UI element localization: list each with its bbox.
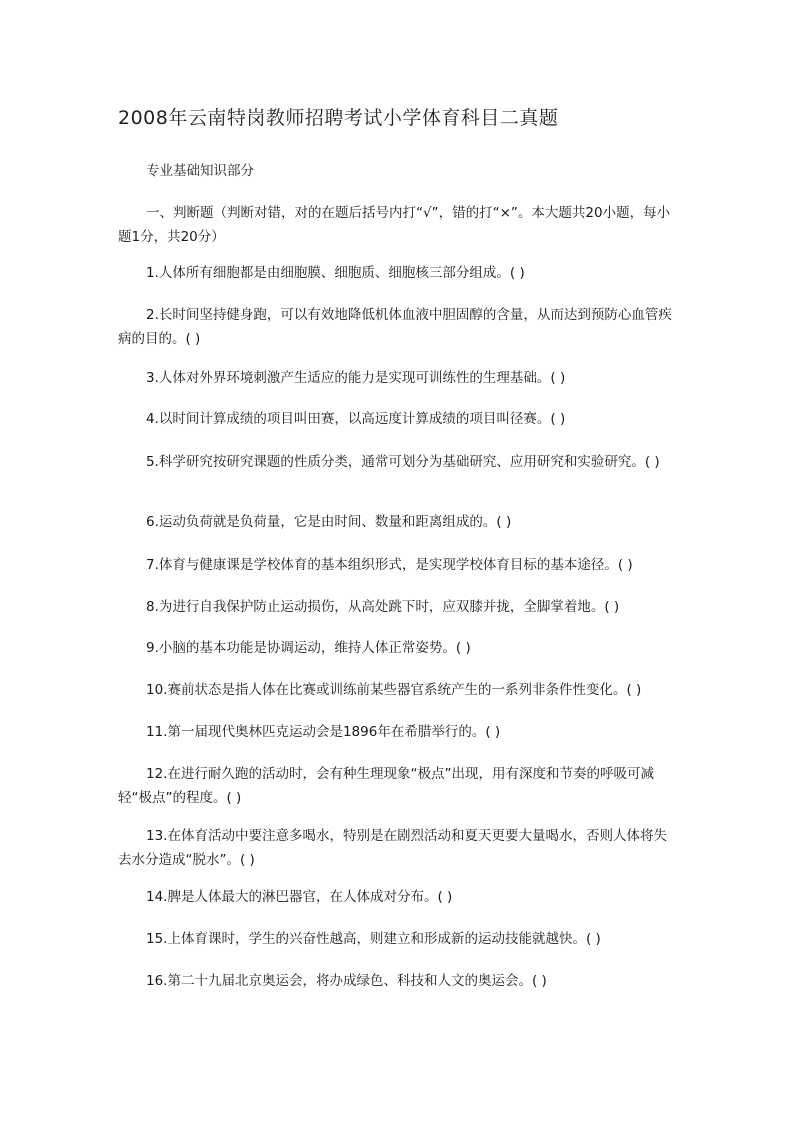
question-3: 3.人体对外界环境刺激产生适应的能力是实现可训练性的生理基础。( )	[146, 370, 566, 386]
question-6: 6.运动负荷就是负荷量，它是由时间、数量和距离组成的。( )	[146, 514, 512, 530]
question-8: 8.为进行自我保护防止运动损伤，从高处跳下时，应双膝并拢，全脚掌着地。( )	[146, 599, 620, 615]
question-2: 2.长时间坚持健身跑，可以有效地降低机体血液中胆固醇的含量，从而达到预防心血管疾病的目的。( )	[118, 307, 672, 347]
question-13: 13.在体育活动中要注意多喝水，特别是在剧烈活动和夏天更要大量喝水，否则人体将失去水分造成“脱水”。( )	[118, 828, 667, 868]
question-4: 4.以时间计算成绩的项目叫田赛，以高远度计算成绩的项目叫径赛。( )	[146, 411, 566, 427]
question-15: 15.上体育课时，学生的兴奋性越高，则建立和形成新的运动技能就越快。( )	[146, 931, 601, 947]
question-10: 10.赛前状态是指人体在比赛或训练前某些器官系统产生的一系列非条件性变化。( )	[146, 682, 642, 698]
question-12: 12.在进行耐久跑的活动时，会有种生理现象“极点”出现，用有深度和节奏的呼吸可减轻“极点”的程度。( )	[118, 766, 654, 806]
question-7: 7.体育与健康课是学校体育的基本组织形式，是实现学校体育目标的基本途径。( )	[146, 557, 633, 573]
question-9: 9.小脑的基本功能是协调运动，维持人体正常姿势。( )	[146, 640, 471, 656]
question-5: 5.科学研究按研究课题的性质分类，通常可划分为基础研究、应用研究和实验研究。( )	[146, 454, 660, 470]
document-title: 2008年云南特岗教师招聘考试小学体育科目二真题	[118, 107, 559, 129]
instructions-paragraph: 一、判断题（判断对错，对的在题后括号内打“√”，错的打“×”。本大题共20小题，每小题1分，共20分）	[118, 205, 671, 245]
question-16: 16.第二十九届北京奥运会，将办成绿色、科技和人文的奥运会。( )	[146, 973, 547, 989]
question-1: 1.人体所有细胞都是由细胞膜、细胞质、细胞核三部分组成。( )	[146, 265, 525, 281]
question-11: 11.第一届现代奥林匹克运动会是1896年在希腊举行的。( )	[146, 724, 501, 740]
question-14: 14.脾是人体最大的淋巴器官，在人体成对分布。( )	[146, 889, 453, 905]
section-heading: 专业基础知识部分	[146, 163, 254, 179]
